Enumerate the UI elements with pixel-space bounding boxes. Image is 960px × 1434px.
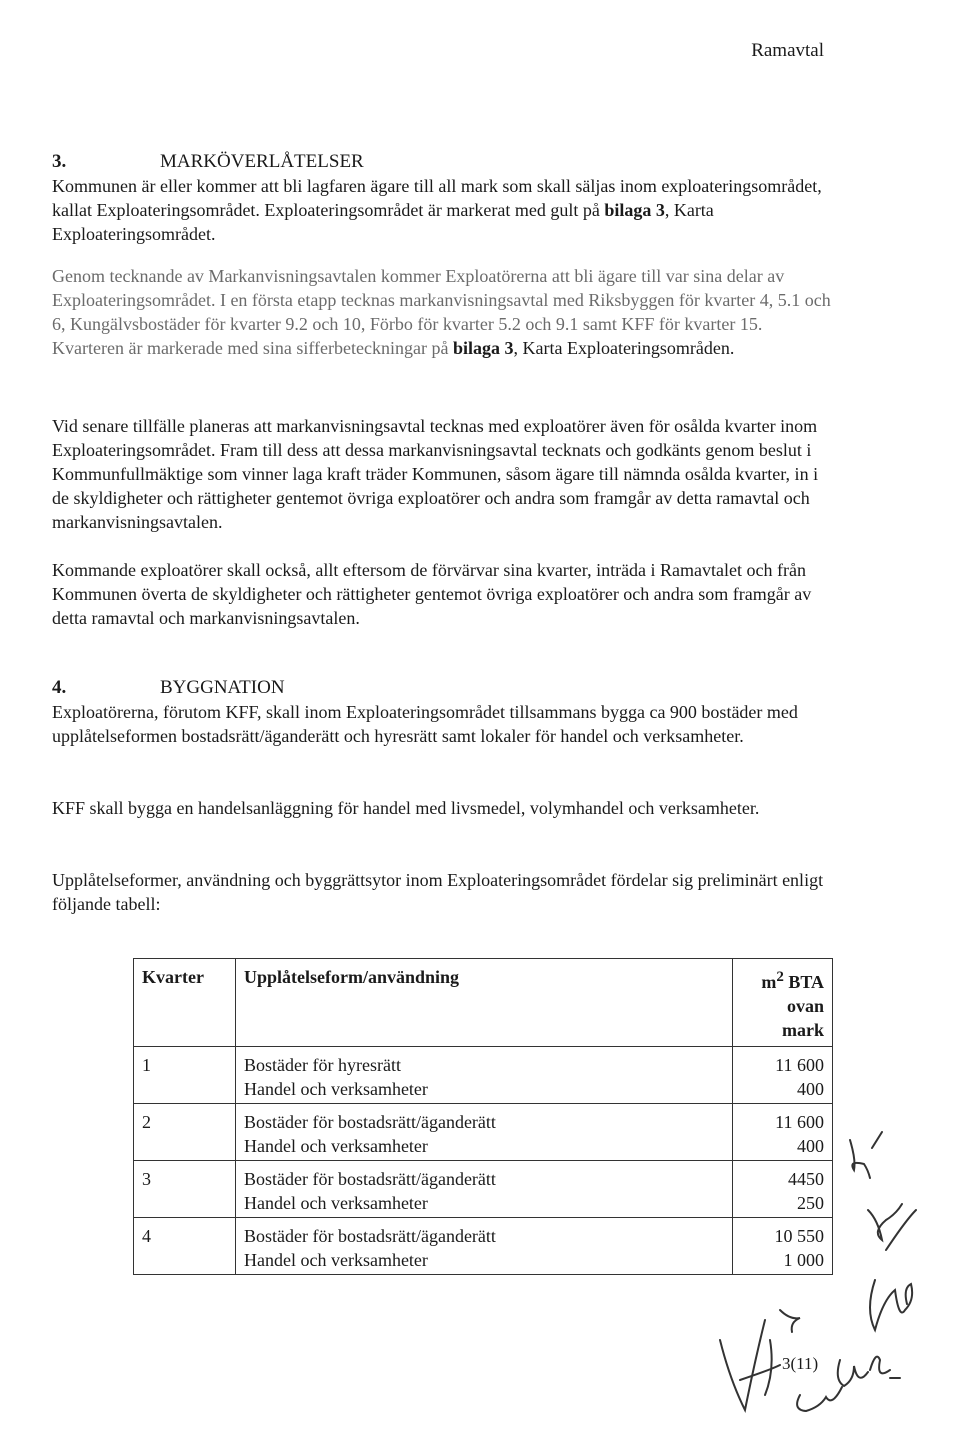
table-row: [134, 1047, 833, 1104]
text-run: 400: [797, 1079, 824, 1099]
header-use: Upplåtelseform/användning: [236, 959, 733, 1047]
section-3-paragraph-1: [52, 174, 832, 246]
section-4-title: BYGGNATION: [160, 677, 285, 698]
text-run: m: [761, 972, 777, 992]
header-area: [733, 959, 833, 1047]
cell-kvarter: 1: [134, 1047, 236, 1104]
initials-mark-3: [870, 1280, 912, 1330]
section-3-heading: [52, 150, 832, 174]
text-run: 400: [797, 1136, 824, 1156]
text-run: 11 600: [775, 1055, 824, 1075]
paragraph: KFF skall bygga en handelsanläggning för handel med livsmedel, volymhandel och verksamheter.: [52, 798, 760, 818]
initials-mark-1: [850, 1132, 882, 1178]
initials-mark-2: [868, 1204, 916, 1250]
text-run: , Karta Exploateringsområdet.: [52, 200, 714, 244]
text-run: Bostäder för bostadsrätt/äganderätt: [244, 1169, 496, 1189]
text-run: Bostäder för bostadsrätt/äganderätt: [244, 1226, 496, 1246]
text-run: Bostäder för bostadsrätt/äganderätt: [244, 1112, 496, 1132]
text-run: Handel och verksamheter: [244, 1250, 428, 1270]
bilaga-reference: bilaga 3: [452, 338, 514, 358]
header-kvarter: Kvarter: [134, 959, 236, 1047]
initials-mark-5: [780, 1310, 800, 1332]
superscript: 2: [776, 969, 784, 985]
text-run: 250: [797, 1193, 824, 1213]
text-run: Handel och verksamheter: [244, 1079, 428, 1099]
document-header: Ramavtal: [751, 40, 824, 61]
section-4-paragraph-3: [52, 868, 832, 916]
table-header-row: [134, 959, 833, 1047]
text-run: 11 600: [775, 1112, 824, 1132]
bilaga-reference: bilaga 3: [604, 200, 665, 220]
initials-mark-4: [720, 1320, 780, 1410]
section-4: [52, 676, 832, 748]
section-4-paragraph-1: Exploatörerna, förutom KFF, skall inom Exploateringsområdet tillsammans bygga ca 900 bostäder med upplåtelseformen bostadsrätt/äganderätt och hyresrätt samt lokaler för handel och verksamheter.: [52, 702, 798, 746]
text-run: 1 000: [783, 1250, 824, 1270]
section-3-paragraph-2: [52, 264, 832, 360]
section-4-paragraph-2: [52, 796, 832, 820]
text-run: 4450: [788, 1169, 824, 1189]
cell-use: [236, 1047, 733, 1104]
section-3-paragraph-4: [52, 558, 832, 630]
text-run: Genom tecknande av Markanvisningsavtalen kommer Exploatörerna att bli ägare till var sina delar av Exploateringsområdet. I en första etapp tecknas markanvisningsavtal med Riksbyggen för kvarter 4, 5.1 och 6, Kungälvsbostäder för kvarter 9.2 och 10, Förbo för kvarter 5.2 och 9.1 samt KFF för kvarter 15. Kvarteren är markerade med sina sifferbeteckningar på: [52, 266, 831, 358]
text-run: , Karta Exploateringsområden.: [513, 338, 735, 358]
section-3-title: MARKÖVERLÅTELSER: [160, 151, 364, 172]
page-number: 3(11): [782, 1354, 819, 1373]
paragraph: Kommande exploatörer skall också, allt eftersom de förvärvar sina kvarter, inträda i Ramavtalet och från Kommunen överta de skyldigheter och rättigheter gentemot övriga exploatörer och andra som framgår av detta ramavtal och markanvisningsavtalen.: [52, 560, 812, 628]
text-run: 10 550: [774, 1226, 824, 1246]
text-run: Handel och verksamheter: [244, 1136, 428, 1156]
paragraph: [52, 264, 832, 360]
cell-use: [236, 1104, 733, 1161]
cell-kvarter: 2: [134, 1104, 236, 1161]
cell-area: [733, 1047, 833, 1104]
initials-mark-6: [838, 1357, 900, 1386]
text-run: Bostäder för hyresrätt: [244, 1055, 401, 1075]
cell-use: [236, 1218, 733, 1275]
section-4-heading: [52, 676, 832, 700]
cell-kvarter: 3: [134, 1161, 236, 1218]
handwritten-initials: [700, 1130, 940, 1430]
text-run: BTA: [783, 972, 824, 992]
text-run: ovan mark: [782, 996, 824, 1040]
section-3-number: 3.: [52, 151, 67, 172]
paragraph: Upplåtelseformer, användning och byggrättsytor inom Exploateringsområdet fördelar sig preliminärt enligt följande tabell:: [52, 870, 824, 914]
section-4-number: 4.: [52, 677, 67, 698]
paragraph: Vid senare tillfälle planeras att markanvisningsavtal tecknas med exploatörer även för osålda kvarter inom Exploateringsområdet. Fram till dess att dessa markanvisningsavtal tecknats och godkänts genom beslut i Kommunfullmäktige som vinner laga kraft träder Kommunen, såsom ägare till nämnda osålda kvarter, in i de skyldigheter och rättigheter gentemot övriga exploatörer och andra som framgår av detta ramavtal och markanvisningsavtalen.: [52, 416, 819, 532]
section-3: [52, 150, 832, 246]
text-run: Kommunen är eller kommer att bli lagfaren ägare till all mark som skall säljas inom exploateringsområdet, kallat Exploateringsområdet. Exploateringsområdet är markerat med gult på: [52, 176, 822, 220]
section-3-paragraph-3: [52, 414, 832, 534]
cell-kvarter: 4: [134, 1218, 236, 1275]
initials-mark-7: [797, 1387, 842, 1411]
cell-use: [236, 1161, 733, 1218]
text-run: Handel och verksamheter: [244, 1193, 428, 1213]
